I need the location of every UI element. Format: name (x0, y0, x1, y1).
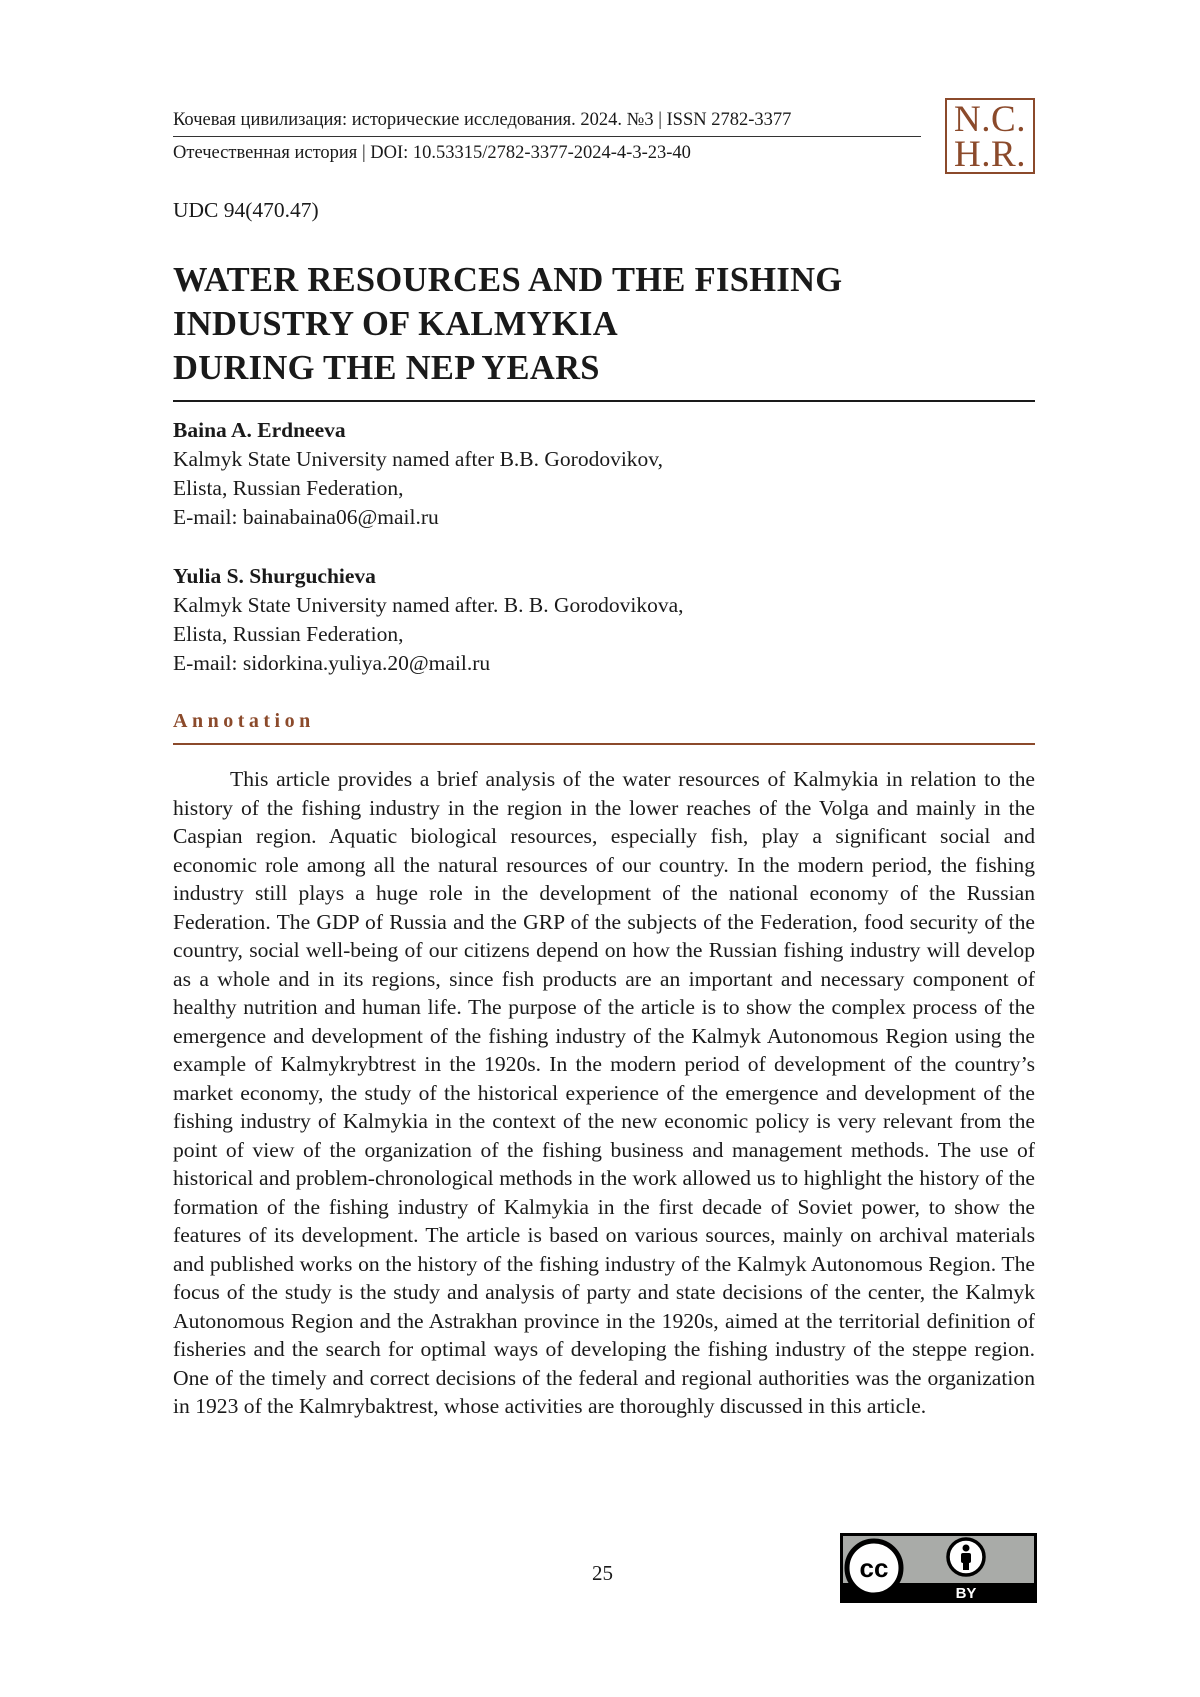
title-line-2: INDUSTRY OF KALMYKIA (173, 305, 618, 343)
logo-top-text: N.C. (954, 99, 1026, 140)
cc-icon (847, 1541, 901, 1595)
author-block (173, 416, 1035, 532)
author-affiliation: Kalmyk State University named after. B. B. Gorodovikova, (173, 593, 684, 617)
author-location: Elista, Russian Federation, (173, 476, 404, 500)
author-email[interactable]: E-mail: sidorkina.yuliya.20@mail.ru (173, 651, 491, 675)
article-title (173, 258, 1035, 402)
author-name: Yulia S. Shurguchieva (173, 564, 376, 588)
journal-logo (945, 98, 1035, 174)
title-line-1: WATER RESOURCES AND THE FISHING (173, 261, 843, 299)
journal-line: Кочевая цивилизация: исторические исследования. 2024. №3 | ISSN 2782-3377 (173, 108, 921, 137)
abstract-text: This article provides a brief analysis of the water resources of Kalmykia in relation to the history of the fishing industry in the region in the lower reaches of the Volga and mainly in the Caspian region. Aquatic biological resources, especially fish, play a significant social and economic role among all the natural resources of our country. In the modern period, the fishing industry still plays a huge role in the development of the national economy of the Russian Federation. The GDP of Russia and the GRP of the subjects of the Federation, food security of the country, social well-being of our citizens depend on how the Russian fishing industry will develop as a whole and in its regions, since fish products are an important and necessary component of healthy nutrition and human life. The purpose of the article is to show the complex process of the emergence and development of the fishing industry of the Kalmyk Autonomous Region using the example of Kalmykrybtrest in the 1920s. In the modern period of development of the country’s market economy, the study of the historical experience of the emergence and development of the fishing industry of Kalmykia in the context of the new economic policy is very relevant from the point of view of the organization of the fishing business and management methods. The use of historical and problem-chronological methods in the work allowed us to highlight the history of the formation of the fishing industry of Kalmykia in the first decade of Soviet power, to show the features of its development. The article is based on various sources, mainly on archival materials and published works on the history of the fishing industry of the Kalmyk Autonomous Region. The focus of the study is the study and analysis of party and state decisions of the center, the Kalmyk Autonomous Region and the Astrakhan province in the 1920s, aimed at the territorial definition of fisheries and the search for optimal ways of developing the fishing industry of the steppe region. One of the timely and correct decisions of the federal and regional authorities was the organization in 1923 of the Kalmrybaktrest, whose activities are thoroughly discussed in this article. (173, 767, 1035, 1418)
author-affiliation: Kalmyk State University named after B.B. Gorodovikov, (173, 447, 664, 471)
section-doi-line: Отечественная история | DOI: 10.53315/2782-3377-2024-4-3-23-40 (173, 143, 691, 163)
author-block (173, 562, 1035, 678)
cc-by-license-badge[interactable] (840, 1533, 1037, 1603)
attribution-person-icon (948, 1539, 984, 1575)
author-location: Elista, Russian Federation, (173, 622, 404, 646)
udc-code: UDC 94(470.47) (173, 198, 319, 222)
svg-text:cc: cc (859, 1553, 889, 1583)
annotation-heading: Annotation (173, 710, 1035, 745)
page-number: 25 (592, 1561, 613, 1585)
license-by-label: BY (955, 1585, 977, 1602)
author-name: Baina A. Erdneeva (173, 418, 346, 442)
author-email[interactable]: E-mail: bainabaina06@mail.ru (173, 505, 439, 529)
title-line-3: DURING THE NEP YEARS (173, 349, 600, 387)
logo-bottom-text: H.R. (954, 134, 1026, 175)
running-header (173, 108, 921, 165)
